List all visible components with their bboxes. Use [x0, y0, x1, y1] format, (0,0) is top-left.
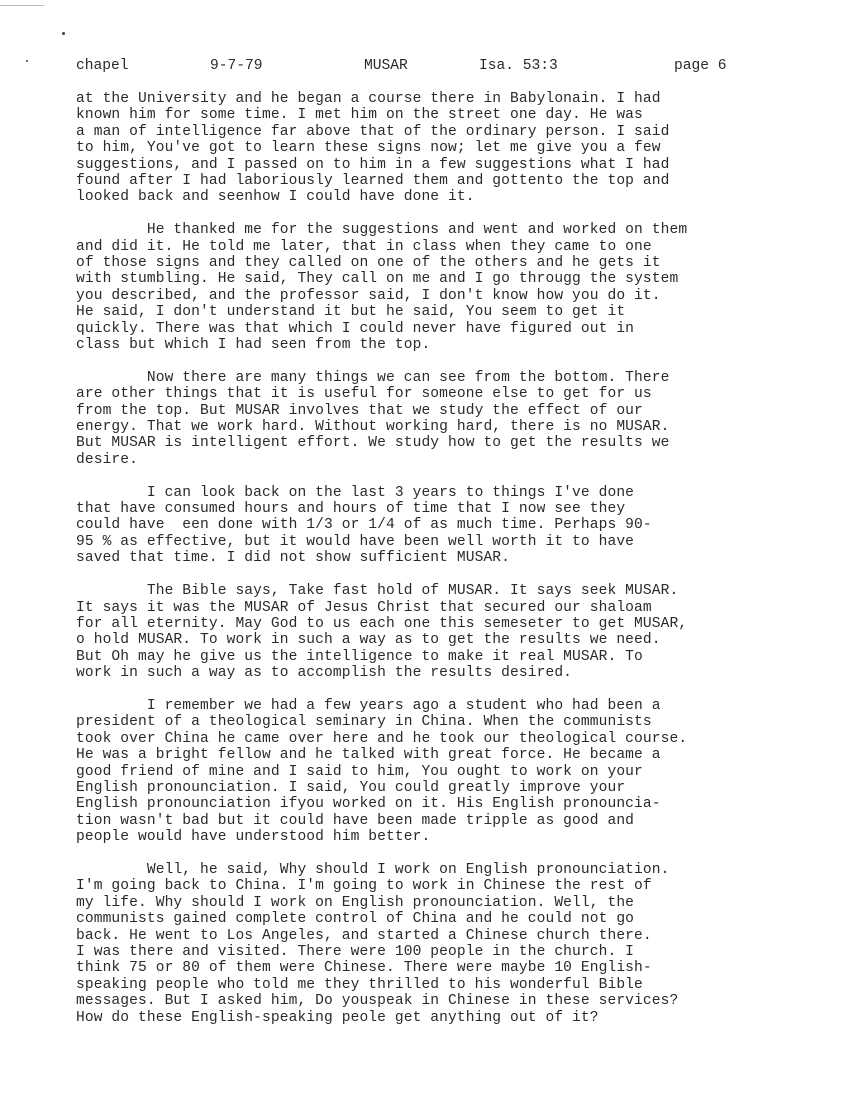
- text-line: found after I had laboriously learned them and gottento the top and: [76, 172, 670, 189]
- header-date: 9-7-79: [210, 58, 263, 74]
- text-line: took over China he came over here and he took our theological course.: [76, 730, 688, 747]
- text-line: president of a theological seminary in China. When the communists: [76, 714, 652, 731]
- text-line: good friend of mine and I said to him, You ought to work on your: [76, 763, 643, 780]
- text-line: class but which I had seen from the top.: [76, 336, 431, 353]
- text-line: saved that time. I did not show sufficient MUSAR.: [76, 550, 511, 567]
- text-line: desire.: [76, 451, 139, 468]
- scan-edge-line: [0, 5, 44, 6]
- text-line: It says it was the MUSAR of Jesus Christ that secured our shaloam: [76, 599, 652, 616]
- text-line: o hold MUSAR. To work in such a way as to get the results we need.: [76, 632, 661, 649]
- text-line: at the University and he began a course there in Babylonain. I had: [76, 91, 661, 107]
- text-line: people would have understood him better.: [76, 829, 431, 846]
- text-line: work in such a way as to accomplish the results desired.: [76, 665, 573, 682]
- text-line: energy. That we work hard. Without working hard, there is no MUSAR.: [76, 419, 670, 436]
- paragraph: [76, 698, 816, 846]
- text-line: He was a bright fellow and he talked with great force. He became a: [76, 747, 661, 764]
- header-topic: MUSAR: [364, 58, 408, 74]
- text-line: Now there are many things we can see from the bottom. There: [76, 369, 670, 386]
- paragraph: [76, 370, 816, 468]
- paragraph: [76, 485, 816, 567]
- text-line: that have consumed hours and hours of time that I now see they: [76, 501, 626, 518]
- text-line: a man of intelligence far above that of the ordinary person. I said: [76, 123, 670, 140]
- scan-speck: [26, 60, 28, 62]
- text-line: could have een done with 1/3 or 1/4 of as much time. Perhaps 90-: [76, 517, 652, 534]
- text-line: you described, and the professor said, I don't know how you do it.: [76, 287, 661, 304]
- text-line: How do these English-speaking peole get anything out of it?: [76, 1009, 599, 1026]
- text-line: quickly. There was that which I could never have figured out in: [76, 320, 635, 337]
- text-line: from the top. But MUSAR involves that we study the effect of our: [76, 402, 643, 419]
- text-line: The Bible says, Take fast hold of MUSAR. It says seek MUSAR.: [76, 583, 679, 600]
- text-line: looked back and seenhow I could have done it.: [76, 189, 475, 206]
- paragraph: [76, 91, 816, 206]
- text-line: 95 % as effective, but it would have been well worth it to have: [76, 533, 635, 550]
- header-reference: Isa. 53:3: [479, 58, 558, 74]
- text-line: I was there and visited. There were 100 people in the church. I: [76, 943, 635, 960]
- text-line: think 75 or 80 of them were Chinese. There were maybe 10 English-: [76, 960, 652, 977]
- text-line: messages. But I asked him, Do youspeak in Chinese in these services?: [76, 993, 679, 1010]
- text-line: speaking people who told me they thrilled to his wonderful Bible: [76, 976, 643, 993]
- text-line: But Oh may he give us the intelligence to make it real MUSAR. To: [76, 648, 643, 665]
- scan-speck: [62, 32, 65, 35]
- text-line: tion wasn't bad but it could have been made tripple as good and: [76, 812, 635, 829]
- text-line: But MUSAR is intelligent effort. We study how to get the results we: [76, 435, 670, 452]
- text-line: to him, You've got to learn these signs now; let me give you a few: [76, 140, 661, 157]
- text-line: suggestions, and I passed on to him in a few suggestions what I had: [76, 156, 670, 173]
- text-line: back. He went to Los Angeles, and started a Chinese church there.: [76, 927, 652, 944]
- text-line: with stumbling. He said, They call on me and I go througg the system: [76, 271, 679, 288]
- paragraph: [76, 862, 816, 1026]
- text-line: I'm going back to China. I'm going to work in Chinese the rest of: [76, 878, 652, 895]
- document-body: [76, 91, 816, 1042]
- text-line: known him for some time. I met him on the street one day. He was: [76, 107, 643, 124]
- text-line: He said, I don't understand it but he said, You seem to get it: [76, 304, 626, 321]
- text-line: of those signs and they called on one of the others and he gets it: [76, 255, 661, 272]
- page-header: [76, 56, 796, 76]
- text-line: English pronounciation. I said, You could greatly improve your: [76, 779, 626, 796]
- text-line: for all eternity. May God to us each one this semeseter to get MUSAR,: [76, 615, 688, 632]
- header-chapel: chapel: [76, 58, 129, 74]
- text-line: He thanked me for the suggestions and went and worked on them: [76, 222, 688, 239]
- text-line: I remember we had a few years ago a student who had been a: [76, 698, 661, 714]
- text-line: are other things that it is useful for someone else to get for us: [76, 386, 652, 403]
- text-line: Well, he said, Why should I work on English pronounciation.: [76, 862, 670, 879]
- text-line: my life. Why should I work on English pronounciation. Well, the: [76, 894, 635, 911]
- paragraph: [76, 583, 816, 681]
- text-line: English pronounciation ifyou worked on it. His English pronouncia-: [76, 796, 661, 813]
- text-line: I can look back on the last 3 years to things I've done: [76, 484, 635, 501]
- text-line: and did it. He told me later, that in class when they came to one: [76, 238, 652, 255]
- header-page-number: page 6: [674, 58, 727, 74]
- text-line: communists gained complete control of China and he could not go: [76, 911, 635, 928]
- paragraph: [76, 222, 816, 353]
